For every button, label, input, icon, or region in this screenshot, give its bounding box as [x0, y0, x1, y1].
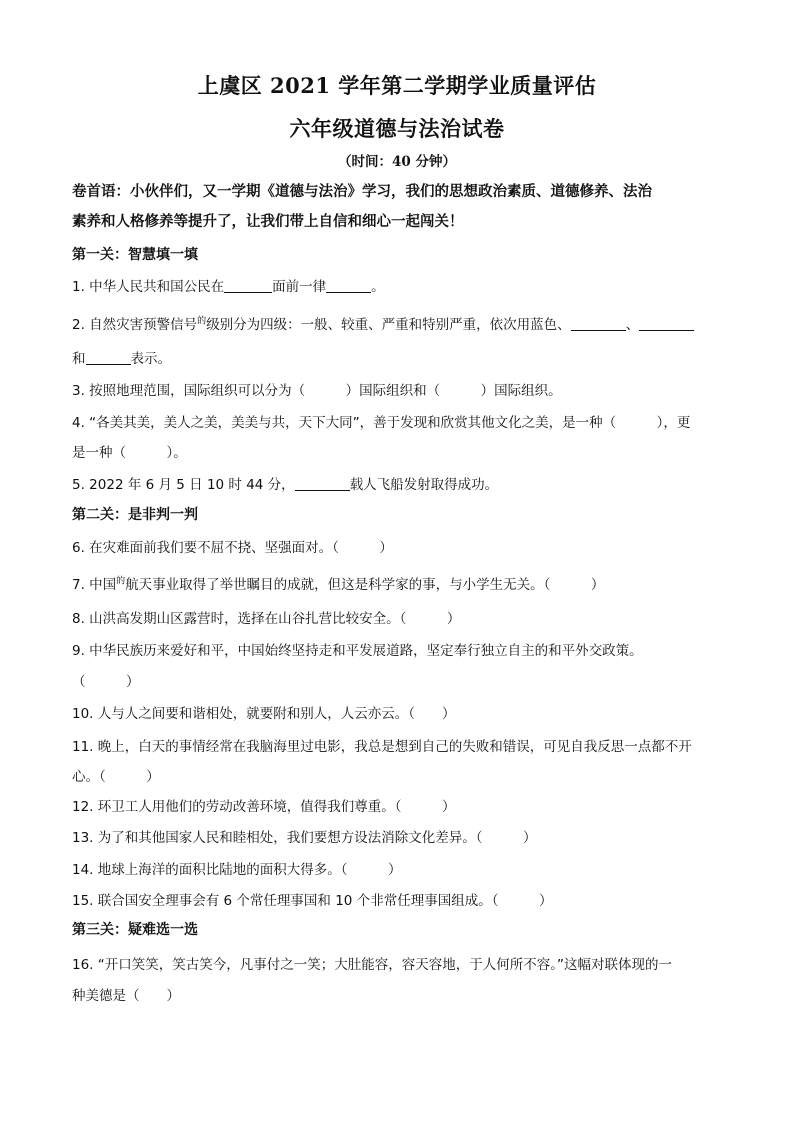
- question-14: 14. 地球上海洋的面积比陆地的面积大得多。（ ）: [72, 862, 402, 878]
- question-2-text-c: 、: [625, 317, 640, 333]
- question-2-text-d: 和: [72, 351, 86, 367]
- section-heading-1: 第一关：智慧填一填: [72, 247, 198, 263]
- section-heading-2: 第二关：是非判一判: [72, 507, 198, 523]
- question-4-line-1: 4. “各美其美，美人之美，美美与共，天下大同”，善于发现和欣赏其他文化之美，是一种（ ），更: [72, 415, 691, 431]
- question-2-text-e: 表示。: [130, 351, 171, 367]
- question-2-line-1: [72, 313, 722, 333]
- question-2-mark: 的: [197, 316, 207, 327]
- exam-subtitle: 六年级道德与法治试卷: [289, 116, 505, 141]
- question-8: 8. 山洪高发期山区露营时，选择在山谷扎营比较安全。（ ）: [72, 611, 461, 627]
- question-10: 10. 人与人之间要和谐相处，就要附和别人，人云亦云。（ ）: [72, 706, 456, 722]
- question-2-text-b: 级别分为四级：一般、较重、严重和特别严重，依次用蓝色、: [206, 317, 571, 333]
- question-9-line-1: 9. 中华民族历来爱好和平，中国始终坚持走和平发展道路，坚定奉行独立自主的和平外交政策。: [72, 643, 643, 659]
- intro-line-1: 卷首语：小伙伴们，又一学期《道德与法治》学习，我们的思想政治素质、道德修养、法治: [72, 183, 652, 200]
- question-4-line-2: 是一种（ ）。: [72, 445, 187, 461]
- answer-blank[interactable]: [224, 278, 272, 293]
- question-1-text-c: 。: [371, 279, 385, 295]
- question-5-text-b: 载人飞船发射取得成功。: [349, 477, 499, 493]
- question-11-line-2: 心。（ ）: [72, 769, 160, 785]
- exam-time: （时间：40 分钟）: [338, 154, 456, 170]
- question-16-line-2: 种美德是（ ）: [72, 988, 180, 1004]
- question-7: [72, 573, 722, 593]
- question-2-line-2: [72, 347, 722, 367]
- question-2-text-a: 2. 自然灾害预警信号: [72, 317, 198, 333]
- question-1-text-b: 面前一律: [272, 279, 327, 295]
- answer-blank[interactable]: [295, 476, 350, 491]
- section-heading-3: 第三关：疑难选一选: [72, 922, 198, 938]
- question-5-text-a: 5. 2022 年 6 月 5 日 10 时 44 分，: [72, 477, 295, 493]
- question-11-line-1: 11. 晚上，白天的事情经常在我脑海里过电影，我总是想到自己的失败和错误，可见自我反思一点都不开: [72, 739, 692, 755]
- question-1: [72, 275, 722, 295]
- question-3: 3. 按照地理范围，国际组织可以分为（ ）国际组织和（ ）国际组织。: [72, 383, 562, 399]
- answer-blank[interactable]: [326, 278, 371, 293]
- question-7-mark: 的: [116, 576, 126, 587]
- question-7-text-a: 7. 中国: [72, 577, 117, 593]
- question-5: [72, 473, 722, 493]
- question-7-text-b: 航天事业取得了举世瞩目的成就，但这是科学家的事，与小学生无关。（ ）: [125, 577, 605, 593]
- question-15: 15. 联合国安全理事会有 6 个常任理事国和 10 个非常任理事国组成。（ ）: [72, 893, 553, 909]
- question-16-line-1: 16. “开口笑笑，笑古笑今，凡事付之一笑；大肚能容，容天容地，于人何所不容。”这幅对联体现的一: [72, 957, 672, 973]
- answer-blank[interactable]: [571, 316, 626, 331]
- intro-line-2: 素养和人格修养等提升了，让我们带上自信和细心一起闯关！: [72, 213, 464, 230]
- question-12: 12. 环卫工人用他们的劳动改善环境，值得我们尊重。（ ）: [72, 799, 456, 815]
- question-13: 13. 为了和其他国家人民和睦相处，我们要想方设法消除文化差异。（ ）: [72, 830, 537, 846]
- answer-blank[interactable]: [86, 350, 131, 365]
- exam-title: 上虞区 2021 学年第二学期学业质量评估: [197, 73, 597, 98]
- question-9-line-2: （ ）: [72, 674, 140, 690]
- answer-blank[interactable]: [639, 316, 694, 331]
- question-6: 6. 在灾难面前我们要不屈不挠、坚强面对。（ ）: [72, 540, 393, 556]
- question-1-text-a: 1. 中华人民共和国公民在: [72, 279, 225, 295]
